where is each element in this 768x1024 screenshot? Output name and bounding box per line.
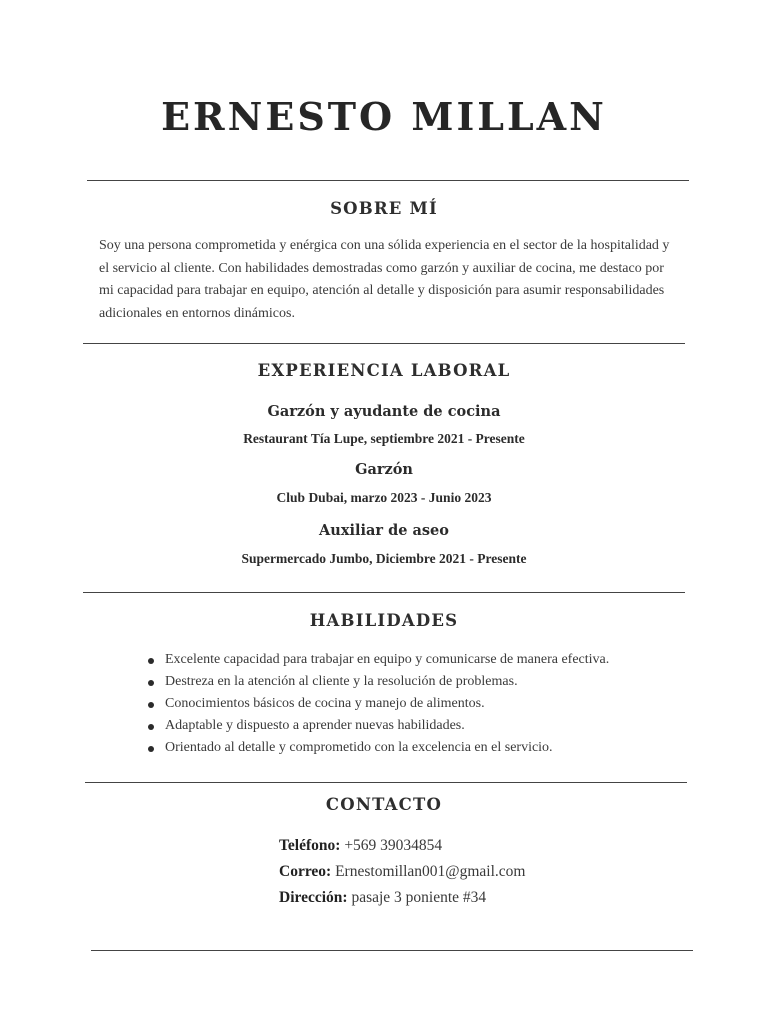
list-item — [147, 649, 609, 671]
phone-value: +569 39034854 — [344, 837, 443, 854]
section-title-experience: EXPERIENCIA LABORAL — [257, 361, 511, 380]
resume-name: ERNESTO MILLAN — [161, 94, 607, 139]
bullet-icon — [148, 746, 154, 752]
job-place: Club Dubai, marzo 2023 - Junio 2023 — [276, 490, 492, 505]
address-label: Dirección: — [279, 889, 348, 906]
address-value: pasaje 3 poniente #34 — [351, 889, 487, 906]
job-place: Supermercado Jumbo, Diciembre 2021 - Presente — [241, 551, 527, 566]
contact-email-row — [279, 859, 525, 885]
skill-text: Conocimientos básicos de cocina y manejo de alimentos. — [165, 696, 485, 711]
list-item — [147, 693, 609, 715]
phone-label: Teléfono: — [279, 837, 341, 854]
job-place: Restaurant Tía Lupe, septiembre 2021 - Presente — [243, 431, 525, 446]
bullet-icon — [148, 724, 154, 730]
bullet-icon — [148, 658, 154, 664]
skill-text: Excelente capacidad para trabajar en equipo y comunicarse de manera efectiva. — [165, 652, 610, 667]
divider-top — [87, 180, 689, 181]
divider-about — [83, 343, 685, 344]
email-value: Ernestomillan001@gmail.com — [335, 863, 526, 880]
list-item — [147, 671, 609, 693]
skill-text: Destreza en la atención al cliente y la resolución de problemas. — [165, 674, 518, 689]
section-title-skills: HABILIDADES — [309, 611, 459, 630]
section-title-about: SOBRE MÍ — [330, 199, 438, 218]
job-role: Garzón y ayudante de cocina — [267, 403, 501, 420]
divider-skills — [85, 782, 687, 783]
job-role: Auxiliar de aseo — [319, 522, 449, 539]
bullet-icon — [148, 680, 154, 686]
contact-address-row — [279, 885, 525, 911]
list-item — [147, 715, 609, 737]
contact-phone-row — [279, 833, 525, 859]
list-item — [147, 737, 609, 759]
job-role: Garzón — [355, 461, 413, 478]
divider-experience — [83, 592, 685, 593]
email-label: Correo: — [279, 863, 332, 880]
skill-text: Adaptable y dispuesto a aprender nuevas habilidades. — [165, 718, 465, 733]
section-title-contact: CONTACTO — [325, 795, 443, 814]
bullet-icon — [148, 702, 154, 708]
skills-list — [147, 649, 609, 759]
divider-bottom — [91, 950, 693, 951]
about-text: Soy una persona comprometida y enérgica con una sólida experiencia en el sector de la hospitalidad y el servicio al cliente. Con habilidades demostradas como garzón y auxiliar de cocina, me destaco por mi capacidad para trabajar en equipo, atención al detalle y disposición para asumir responsabilidades adicionales en entornos dinámicos. — [99, 238, 670, 321]
contact-block — [279, 833, 525, 911]
skill-text: Orientado al detalle y comprometido con la excelencia en el servicio. — [165, 740, 553, 755]
